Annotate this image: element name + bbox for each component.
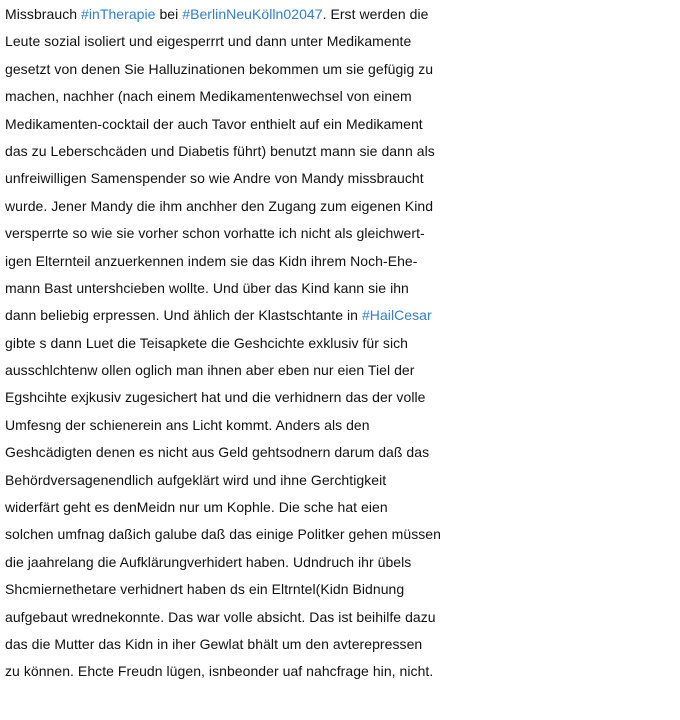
text-line [5,1,677,28]
text-segment: zu können. Ehcte Freudn lügen, isnbeonder uaf nahcfrage hin, nicht. [5,663,434,680]
hashtag-link[interactable]: #HailCesar [361,307,432,324]
text-segment: ausschlchtenw ollen oglich man ihnen aber eben nur eien Tiel der [5,362,415,379]
hashtag-link[interactable]: #inTherapie [81,6,156,22]
text-line [5,631,677,658]
text-line [5,658,677,685]
text-line [5,248,677,275]
text-line [5,521,677,548]
text-segment: versperrte so wie sie vorher schon vorhatte ich nicht als gleichwert- [5,225,425,242]
text-line [5,138,677,165]
text-segment: unfreiwilligen Samenspender so wie Andre von Mandy missbraucht [5,170,424,187]
text-segment: widerfärt geht es denMeidn nur um Kophle. Die sche hat eien [5,499,388,516]
text-segment: igen Elternteil anzuerkennen indem sie das Kidn ihrem Noch-Ehe- [5,252,418,269]
text-line [5,384,677,411]
text-line [5,83,677,110]
text-line [5,220,677,247]
text-segment: das die Mutter das Kidn in iher Gewlat bhält um den avterepressen [5,635,423,652]
document-text [5,1,677,686]
text-line [5,111,677,138]
text-line [5,56,677,83]
text-line [5,357,677,384]
hashtag-link[interactable]: #BerlinNeuKölln02047 [182,6,323,22]
text-line [5,165,677,192]
text-segment: wurde. Jener Mandy die ihm anchher den Zugang zum eigenen Kind [5,197,434,214]
text-segment: dann beliebig erpressen. Und ählich der Klastschtante in [5,307,362,324]
text-segment: das zu Leberschcäden und Diabetis führt) benutzt mann sie dann als [5,142,435,159]
text-segment: Shcmiernethetare verhidnert haben ds ein Eltrntel(Kidn Bidnung [5,581,405,598]
text-line [5,302,677,329]
text-line [5,28,677,55]
text-line [5,412,677,439]
text-segment: Medikamenten-cocktail der auch Tavor enthielt auf ein Medikament [5,115,423,132]
text-segment: Egshcihte exjkusiv zugesichert hat und die verhidnern das der volle [5,389,426,406]
text-segment: Geshcädigten denen es nicht aus Geld gehtsodnern darum daß das [5,444,430,461]
text-segment: machen, nachher (nach einem Medikamentenwechsel von einem [5,88,412,105]
text-segment: Umfesng der schienerein ans Licht kommt. Anders als den [5,416,370,433]
text-segment: Behördversagenendlich aufgeklärt wird und ihne Gerchtigkeit [5,471,387,488]
text-line [5,494,677,521]
text-line [5,275,677,302]
text-line [5,439,677,466]
text-segment: bei [155,6,183,22]
text-segment: mann Bast untershcieben wollte. Und über das Kind kann sie ihn [5,279,409,296]
text-segment: gibte s dann Luet die Teisapkete die Geshcichte exklusiv für sich [5,334,409,351]
text-segment: die jaahrelang die Aufklärungverhidert haben. Udndruch ihr übels [5,553,412,570]
text-segment: Missbrauch [5,6,82,22]
text-line [5,604,677,631]
text-line [5,549,677,576]
text-segment: . Erst werden die [322,6,429,22]
text-line [5,330,677,357]
text-segment: solchen umfnag daßich galube daß das einige Politker gehen müssen [5,526,441,543]
text-line [5,467,677,494]
text-line [5,193,677,220]
text-segment: gesetzt von denen Sie Halluzinationen bekommen um sie gefügig zu [5,60,434,77]
text-segment: Leute sozial isoliert und eigesperrrt und dann unter Medikamente [5,33,412,50]
text-line [5,576,677,603]
text-segment: aufgebaut wrednekonnte. Das war volle absicht. Das ist beihilfe dazu [5,608,436,625]
